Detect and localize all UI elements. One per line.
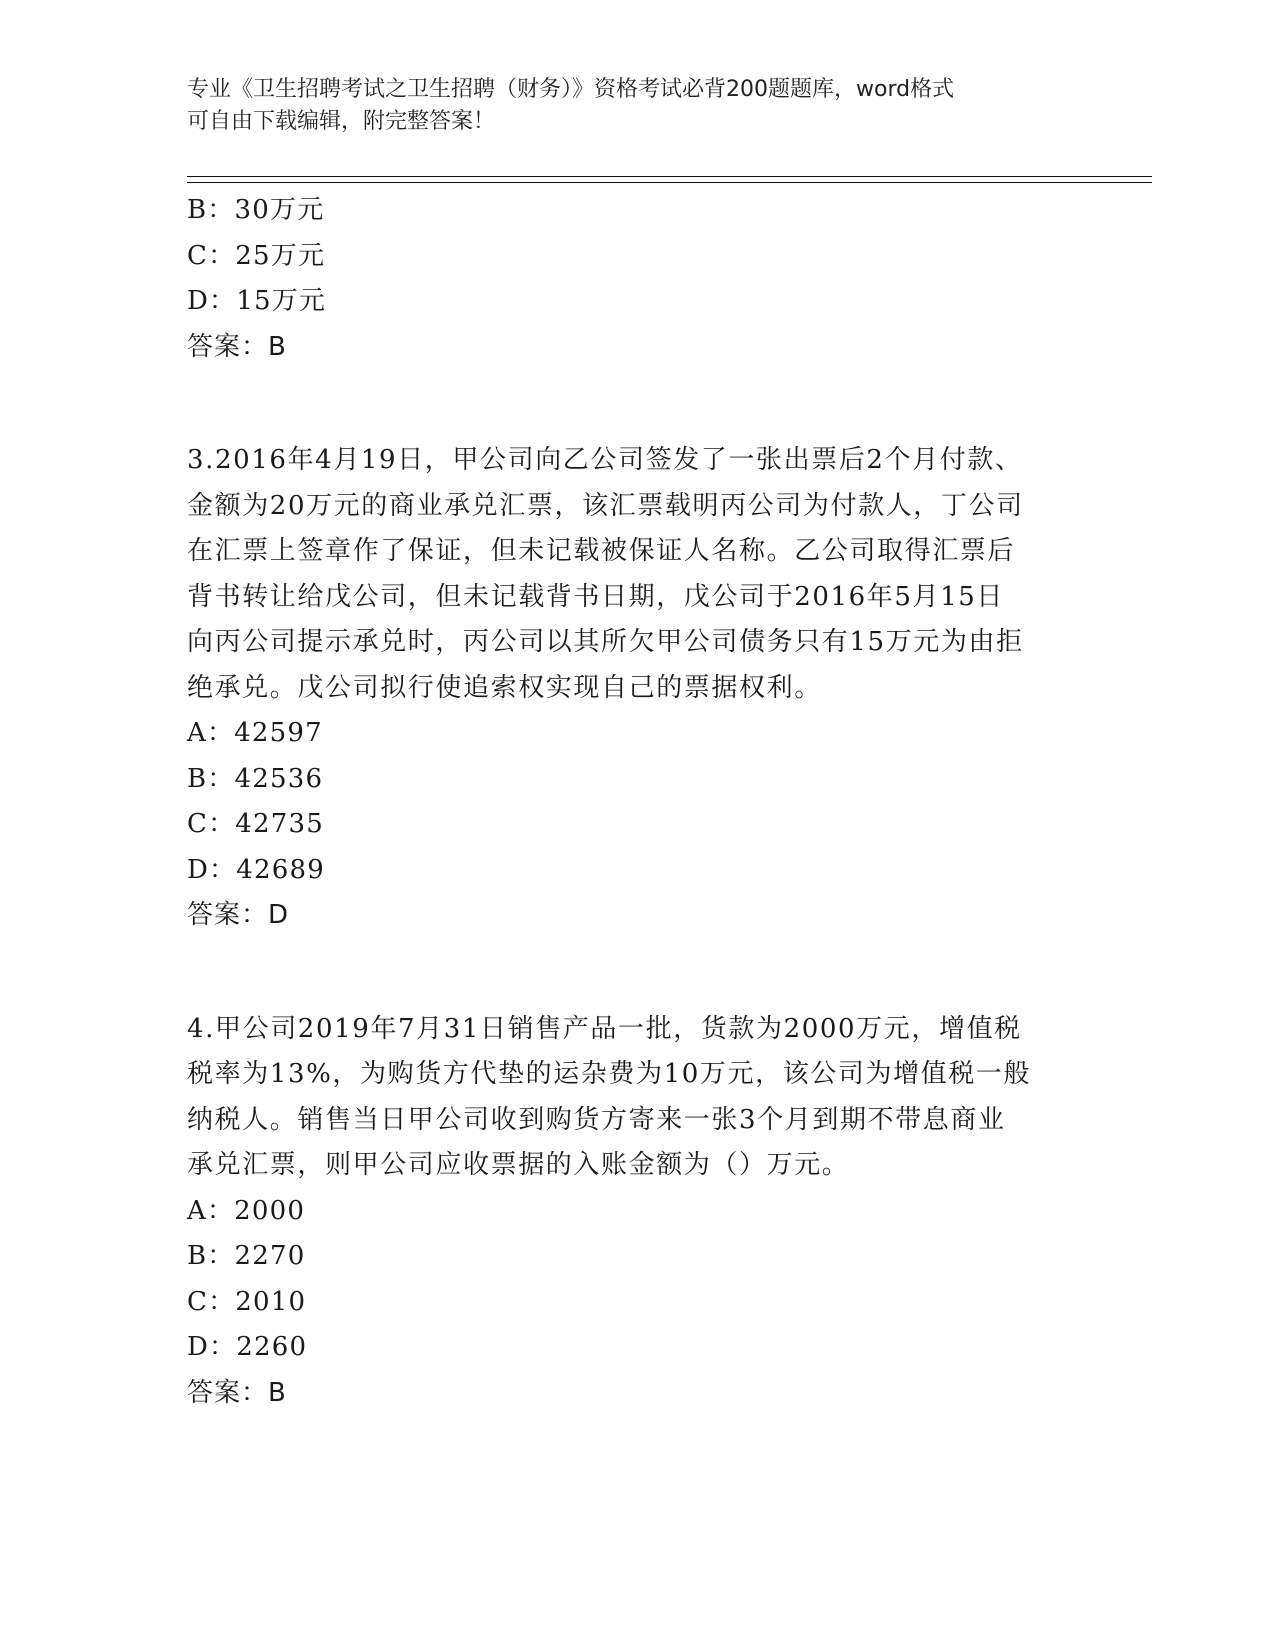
question-spacer — [187, 939, 1087, 1007]
question-text-line: 承兑汇票，则甲公司应收票据的入账金额为（）万元。 — [187, 1150, 850, 1180]
option-a: A：2000 — [187, 1195, 306, 1226]
question-content — [187, 188, 1087, 1416]
question-3-text — [187, 438, 1087, 711]
header-rule-bottom — [187, 182, 1152, 183]
option-c: C：25万元 — [187, 240, 326, 271]
option-c: C：2010 — [187, 1286, 307, 1317]
option-d: D：15万元 — [187, 286, 327, 316]
question-4-block — [187, 1007, 1087, 1417]
option-c: C：42735 — [187, 809, 325, 839]
question-4-text — [187, 1007, 1087, 1189]
question-spacer — [187, 370, 1087, 438]
previous-question-block — [187, 188, 1087, 370]
question-text-line: 背书转让给戊公司，但未记载背书日期，戊公司于2016年5月15日 — [187, 581, 1004, 612]
question-3-block — [187, 438, 1087, 939]
option-d: D：2260 — [187, 1332, 308, 1362]
document-header — [187, 74, 1067, 138]
question-text-line: 4.甲公司2019年7月31日销售产品一批，货款为2000万元，增值税 — [187, 1013, 1022, 1044]
option-d: D：42689 — [187, 854, 325, 885]
answer-line: 答案：D — [187, 900, 290, 930]
question-text-line: 税率为13%，为购货方代垫的运杂费为10万元，该公司为增值税一般 — [187, 1059, 1032, 1089]
question-text-line: 金额为20万元的商业承兑汇票，该汇票载明丙公司为付款人，丁公司 — [187, 490, 1024, 521]
question-text-line: 3.2016年4月19日，甲公司向乙公司签发了一张出票后2个月付款、 — [187, 445, 1023, 475]
question-text-line: 在汇票上签章作了保证，但未记载被保证人名称。乙公司取得汇票后 — [187, 536, 1016, 566]
option-b: B：30万元 — [187, 195, 325, 225]
question-text-line: 纳税人。销售当日甲公司收到购货方寄来一张3个月到期不带息商业 — [187, 1104, 1006, 1135]
question-text-line: 绝承兑。戊公司拟行使追索权实现自己的票据权利。 — [187, 672, 822, 703]
option-b: B：2270 — [187, 1241, 306, 1271]
answer-line: 答案：B — [187, 1377, 287, 1408]
header-title-line-1: 专业《卫生招聘考试之卫生招聘（财务）》资格考试必背200题题库，word格式 — [187, 77, 955, 102]
question-text-line: 向丙公司提示承兑时，丙公司以其所欠甲公司债务只有15万元为由拒 — [187, 627, 1024, 657]
option-b: B：42536 — [187, 763, 324, 794]
answer-line: 答案：B — [187, 331, 287, 362]
header-title-line-2: 可自由下载编辑，附完整答案！ — [187, 109, 496, 134]
option-a: A：42597 — [187, 718, 323, 748]
header-rule-top — [187, 176, 1152, 177]
